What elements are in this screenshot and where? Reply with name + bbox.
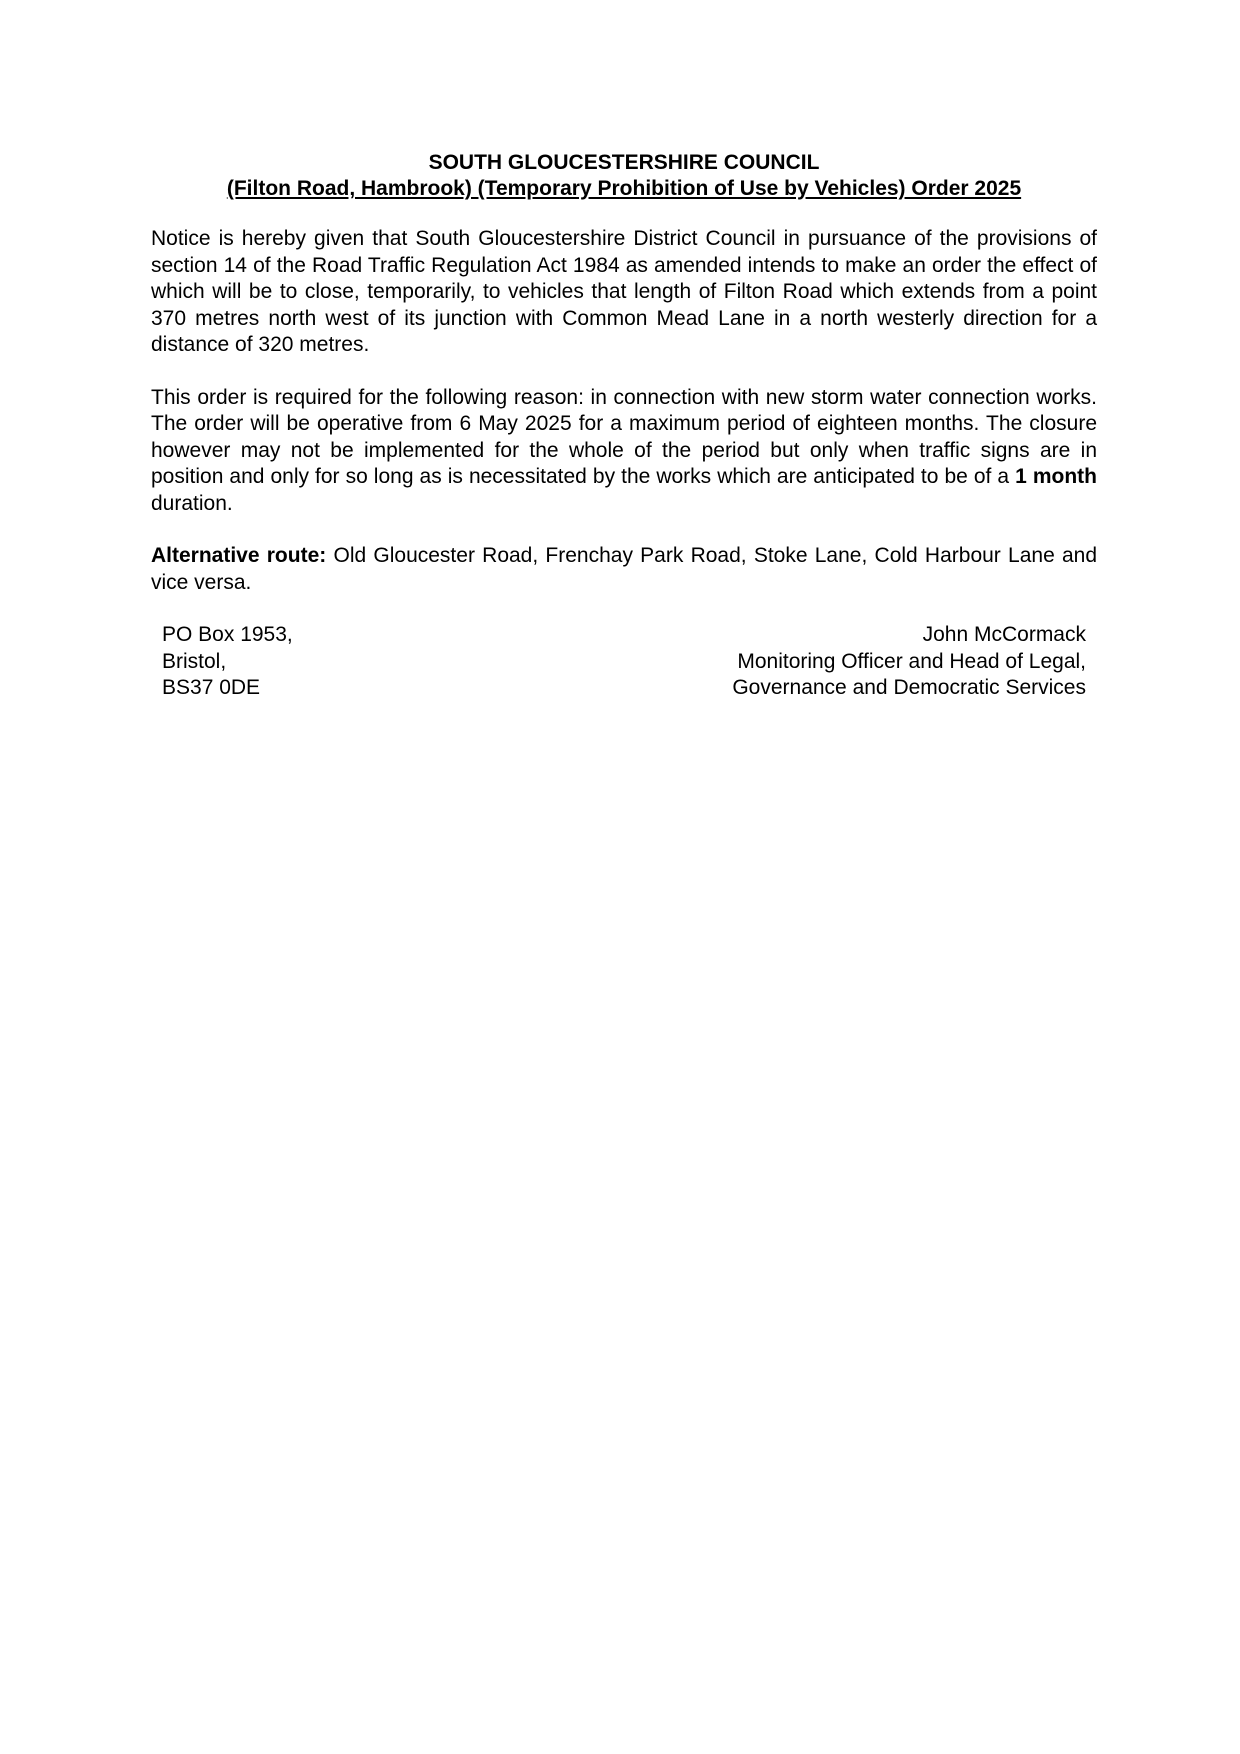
address-line: Bristol, [162, 649, 227, 673]
alternative-route-paragraph [151, 543, 1097, 596]
signoff-block [151, 622, 1097, 702]
address-line: PO Box 1953, [162, 623, 293, 646]
signatory-role: Governance and Democratic Services [732, 676, 1086, 699]
notice-content [151, 150, 1097, 702]
address-line: BS37 0DE [162, 676, 261, 699]
reason-text: This order is required for the following reason: in connection with new storm water connection works. The order will be operative from 6 May 2025 for a maximum period of eighteen months. The closure however may not be implemented for the whole of the period but only when traffic signs are in position and only for so long as is necessitated by the works which are anticipated to be of a [151, 385, 1097, 488]
duration-value: 1 month [1015, 465, 1097, 488]
order-title: (Filton Road, Hambrook) (Temporary Prohibition of Use by Vehicles) Order 2025 [226, 177, 1022, 200]
postal-address [162, 622, 293, 702]
notice-heading [151, 150, 1097, 202]
alternative-route-label: Alternative route: [151, 544, 327, 567]
signatory-role: Monitoring Officer and Head of Legal, [737, 649, 1086, 673]
council-title: SOUTH GLOUCESTERSHIRE COUNCIL [428, 151, 820, 174]
reason-text-end: duration. [151, 491, 233, 515]
notice-paragraph: Notice is hereby given that South Gloucestershire District Council in pursuance of the provisions of section 14 of the Road Traffic Regulation Act 1984 as amended intends to make an order the effect of which will be to close, temporarily, to vehicles that length of Filton Road which extends from a point 370 metres north west of its junction with Common Mead Lane in a north westerly direction for a distance of 320 metres. [151, 227, 1097, 356]
alternative-route-text: Old Gloucester Road, Frenchay Park Road, Stoke Lane, Cold Harbour Lane and vice versa. [151, 544, 1098, 594]
signatory-name: John McCormack [922, 623, 1086, 646]
signatory [732, 622, 1086, 702]
reason-paragraph [151, 385, 1097, 518]
